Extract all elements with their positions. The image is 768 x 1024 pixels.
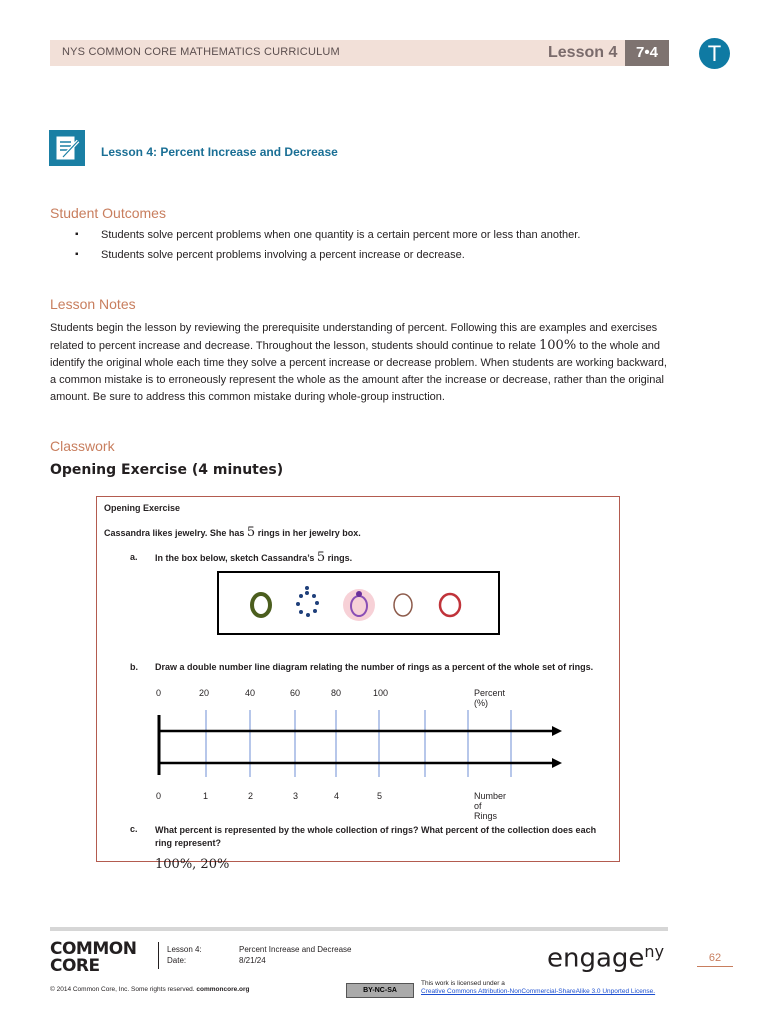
teacher-version-badge: T — [699, 38, 730, 69]
part-a-label: a. — [130, 552, 138, 562]
exercise-intro: Cassandra likes jewelry. She has 5 rings in her jewelry box. — [104, 525, 361, 540]
tick-label-top: 40 — [245, 688, 256, 698]
footer-date-label: Date: — [167, 956, 187, 965]
rings-axis-label: Number of Rings — [474, 791, 507, 821]
tick-label-top: 100 — [373, 688, 389, 698]
answer-text: 100%, 20% — [155, 857, 230, 872]
ring-thin — [394, 594, 412, 616]
tick-label-bottom: 0 — [156, 791, 162, 801]
tick-label-bottom: 1 — [203, 791, 209, 801]
exercise-title: Opening Exercise (4 minutes) — [50, 462, 284, 478]
tick-label-bottom: 4 — [334, 791, 340, 801]
copyright-text: © 2014 Common Core, Inc. Some rights reserved. commoncore.org — [50, 986, 250, 993]
box-title: Opening Exercise — [104, 503, 181, 513]
license-text: This work is licensed under a Creative Commons Attribution-NonCommercial-ShareAlike 3.0 Unported License. — [421, 980, 656, 995]
outcomes-list — [75, 228, 675, 268]
tick-label-bottom: 3 — [293, 791, 299, 801]
math-100-percent: 100% — [539, 338, 577, 353]
footer-date-value: 8/21/24 — [239, 956, 266, 965]
list-item: ▪ Students solve percent problems involving a percent increase or decrease. — [75, 248, 675, 268]
page-number: 62 — [697, 952, 733, 967]
part-c-label: c. — [130, 824, 138, 834]
ring-red — [440, 594, 460, 616]
classwork-heading: Classwork — [50, 438, 115, 454]
commoncore-link[interactable]: commoncore.org — [196, 986, 250, 993]
part-c-prompt: What percent is represented by the whole collection of rings? What percent of the collection does each ring represent? — [155, 825, 597, 848]
footer-lesson-value: Percent Increase and Decrease — [239, 945, 352, 954]
part-b-prompt: Draw a double number line diagram relating the number of rings as a percent of the whole set of rings. — [155, 662, 594, 672]
tick-label-top: 20 — [199, 688, 210, 698]
footer-separator — [158, 942, 159, 969]
ring-green — [252, 594, 270, 616]
lesson-notes-text: Students begin the lesson by reviewing the prerequisite understanding of percent. Following this are examples and exercises related to percent increase and decrease. Throughout the lesson, students should continue to relate 100% to the whole and identify the original whole each time they solve a percent increase or decrease problem. When students are working backward, a common mistake is to erroneously represent the whole as the amount after the increase or decrease, rather than the original amount. Be sure to address this common mistake during whole-group instruction. — [50, 322, 667, 403]
student-outcomes-heading: Student Outcomes — [50, 205, 166, 221]
footer-lesson-label: Lesson 4: — [167, 945, 202, 954]
tick-label-bottom: 2 — [248, 791, 254, 801]
arrow-head-top — [552, 726, 562, 736]
footer-divider — [50, 927, 668, 931]
module-badge: 7•4 — [625, 40, 669, 66]
lesson-number: Lesson 4 — [548, 44, 618, 61]
tick-label-top: 60 — [290, 688, 301, 698]
cc-license-badge[interactable]: BY-NC-SA — [346, 983, 414, 998]
tick-label-bottom: 5 — [377, 791, 383, 801]
license-link[interactable]: Creative Commons Attribution-NonCommercial-ShareAlike 3.0 Unported License. — [421, 988, 656, 995]
list-item: ▪ Students solve percent problems when one quantity is a certain percent more or less than another. — [75, 228, 675, 248]
arrow-head-bottom — [552, 758, 562, 768]
part-b-label: b. — [130, 662, 138, 672]
tick-label-top: 0 — [156, 688, 162, 698]
tick-label-top: 80 — [331, 688, 342, 698]
notepad-pencil-icon — [49, 130, 85, 166]
double-number-line — [150, 705, 570, 785]
common-core-logo: COMMON CORE — [50, 939, 137, 976]
engageny-logo: engage$^{ny}$ — [547, 942, 665, 974]
lesson-title: Lesson 4: Percent Increase and Decrease — [101, 145, 338, 159]
curriculum-title: NYS COMMON CORE MATHEMATICS CURRICULUM — [62, 46, 340, 58]
rings-drawing — [217, 571, 500, 635]
vertical-gridlines — [206, 710, 511, 777]
ring-beaded — [296, 586, 319, 617]
lesson-notes-heading: Lesson Notes — [50, 296, 136, 312]
percent-axis-label: Percent (%) — [474, 688, 506, 708]
part-a-prompt: In the box below, sketch Cassandra’s 5 rings. — [155, 550, 353, 565]
